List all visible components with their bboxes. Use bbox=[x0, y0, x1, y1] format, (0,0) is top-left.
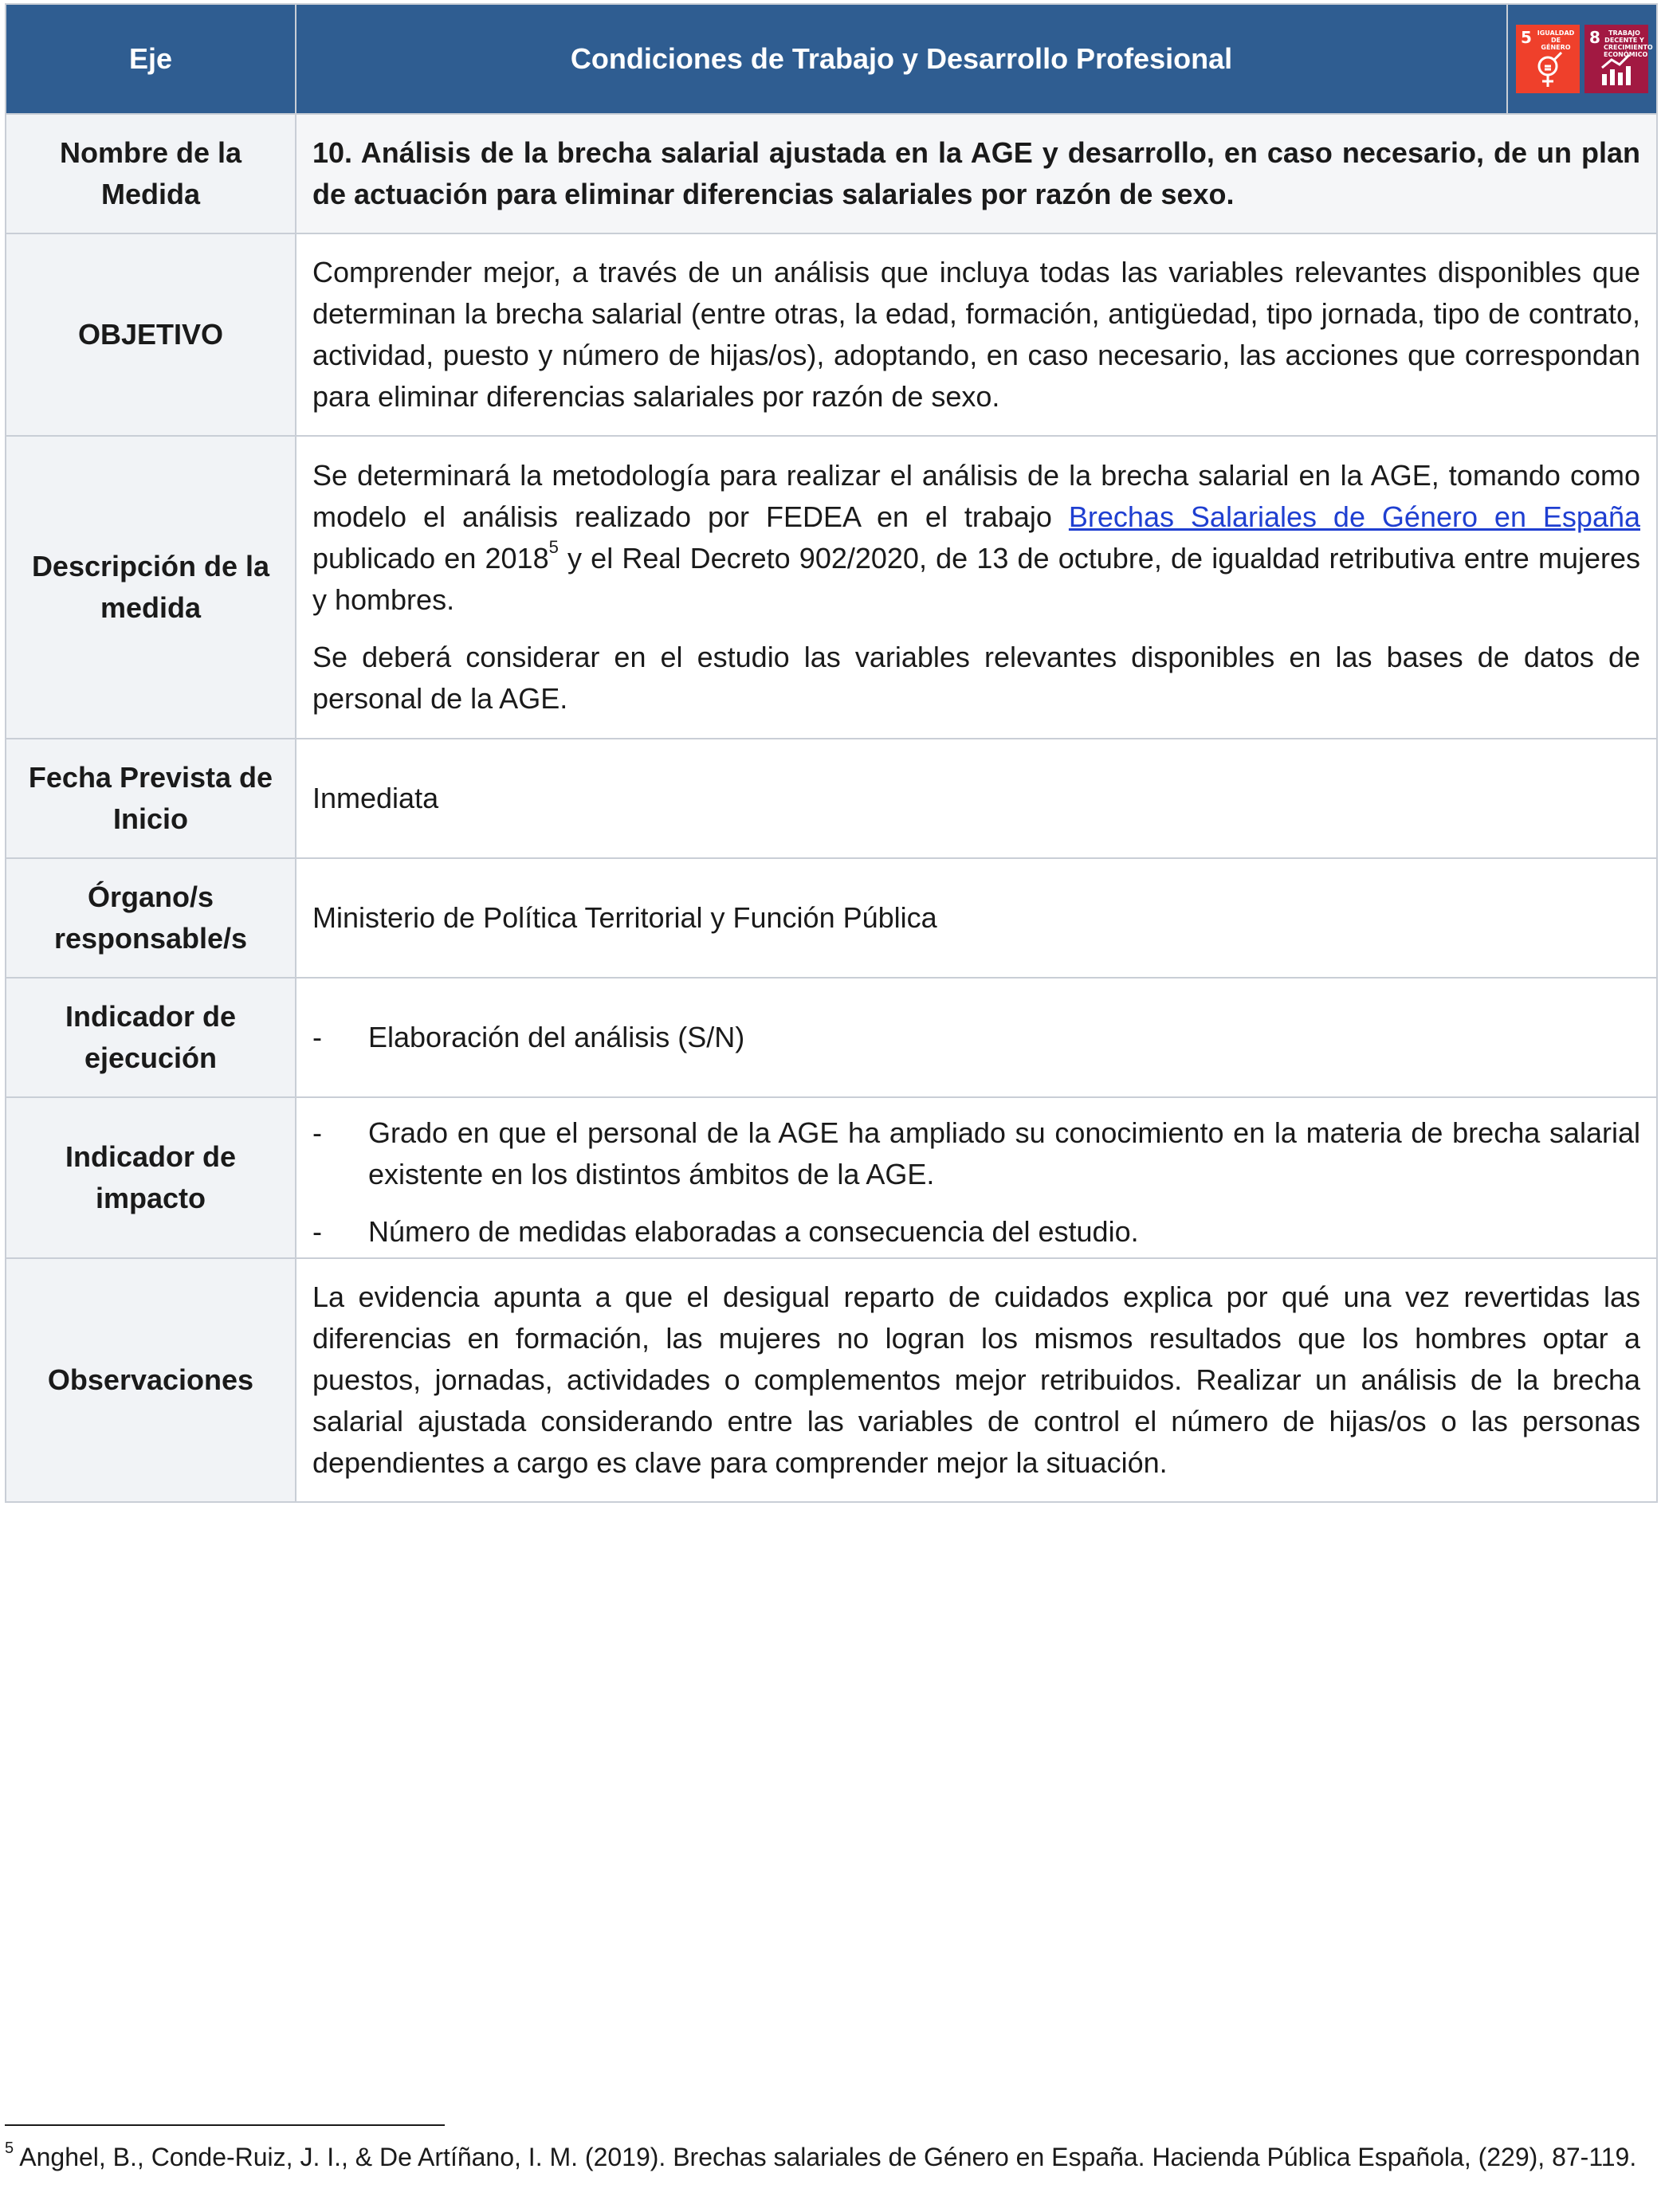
footnote-ref[interactable]: 5 bbox=[548, 537, 559, 557]
row-label: Observaciones bbox=[6, 1258, 296, 1502]
row-objetivo bbox=[6, 233, 1657, 436]
execution-indicator bbox=[296, 978, 1657, 1097]
row-label: Descripción de la medida bbox=[6, 436, 296, 739]
row-observaciones bbox=[6, 1258, 1657, 1502]
footnote-number: 5 bbox=[5, 2139, 14, 2158]
observations-text: La evidencia apunta a que el desigual reparto de cuidados explica por qué una vez revertidas las diferencias en formación, las mujeres no logran los mismos resultados que los hombres optar a puestos, jornadas, actividades o complementos mejor retribuidos. Realizar un análisis de la brecha salarial ajustada considerando entre las variables de control el número de hijas/os o las personas dependientes a cargo es clave para comprender mejor la situación. bbox=[296, 1258, 1657, 1502]
header-axis-value: Condiciones de Trabajo y Desarrollo Profesional bbox=[296, 4, 1507, 114]
sdg8-decent-work-icon: 8 TRABAJO DECENTE Y CRECIMIENTO ECONÓMICO bbox=[1584, 25, 1648, 93]
footnote-text: Anghel, B., Conde-Ruiz, J. I., & De Artíñano, I. M. (2019). Brechas salariales de Género en España. Hacienda Pública Española, (229), 87-119. bbox=[14, 2143, 1637, 2171]
row-impacto bbox=[6, 1097, 1657, 1258]
sdg-icons bbox=[1507, 4, 1657, 114]
impact-indicator bbox=[296, 1097, 1657, 1258]
row-organo bbox=[6, 858, 1657, 978]
row-ejecucion bbox=[6, 978, 1657, 1097]
table-header-row bbox=[6, 4, 1657, 114]
row-label: Indicador de impacto bbox=[6, 1097, 296, 1258]
description-paragraph-2: Se deberá considerar en el estudio las variables relevantes disponibles en las bases de datos de personal de la AGE. bbox=[312, 641, 1640, 715]
row-label: OBJETIVO bbox=[6, 233, 296, 436]
description-paragraph-1: Se determinará la metodología para realizar el análisis de la brecha salarial en la AGE, tomando como modelo el análisis realizado por FEDEA en el trabajo Brechas Salariales de Género en España publicado en 2018$^5$ y el Real Decreto 902/2020, de 13 de octubre, de igualdad retributiva entre mujeres y hombres. bbox=[312, 459, 1641, 616]
description-text bbox=[296, 436, 1657, 739]
row-fecha bbox=[6, 739, 1657, 858]
start-date-text: Inmediata bbox=[296, 739, 1657, 858]
growth-chart-icon bbox=[1599, 52, 1634, 87]
row-label: Órgano/s responsable/s bbox=[6, 858, 296, 978]
row-nombre bbox=[6, 114, 1657, 233]
row-descripcion bbox=[6, 436, 1657, 739]
measure-sheet bbox=[5, 3, 1658, 1503]
list-item: - Número de medidas elaboradas a consecuencia del estudio. bbox=[312, 1215, 1139, 1248]
footnote-separator bbox=[5, 2124, 445, 2126]
brechas-salariales-link[interactable]: Brechas Salariales de Género en España bbox=[1068, 500, 1641, 533]
row-label: Nombre de la Medida bbox=[6, 114, 296, 233]
sdg5-gender-equality-icon: 5 IGUALDAD DE GÉNERO bbox=[1516, 25, 1580, 93]
responsible-body-text: Ministerio de Política Territorial y Función Pública bbox=[296, 858, 1657, 978]
list-item: - Grado en que el personal de la AGE ha ampliado su conocimiento en la materia de brecha salarial existente en los distintos ámbitos de la AGE. bbox=[312, 1116, 1640, 1190]
gender-equality-icon bbox=[1530, 52, 1565, 90]
measure-table bbox=[5, 3, 1658, 1503]
objective-text: Comprender mejor, a través de un análisis que incluya todas las variables relevantes disponibles que determinan la brecha salarial (entre otras, la edad, formación, antigüedad, tipo jornada, tipo de contrato, actividad, puesto y número de hijas/os), adoptando, en caso necesario, las acciones que correspondan para eliminar diferencias salariales por razón de sexo. bbox=[296, 233, 1657, 436]
row-label: Indicador de ejecución bbox=[6, 978, 296, 1097]
measure-name: 10. Análisis de la brecha salarial ajustada en la AGE y desarrollo, en caso necesario, de un plan de actuación para eliminar diferencias salariales por razón de sexo. bbox=[296, 114, 1657, 233]
row-label: Fecha Prevista de Inicio bbox=[6, 739, 296, 858]
header-axis-label: Eje bbox=[6, 4, 296, 114]
list-item: - Elaboración del análisis (S/N) bbox=[312, 1021, 745, 1053]
footnote bbox=[5, 2139, 1655, 2175]
